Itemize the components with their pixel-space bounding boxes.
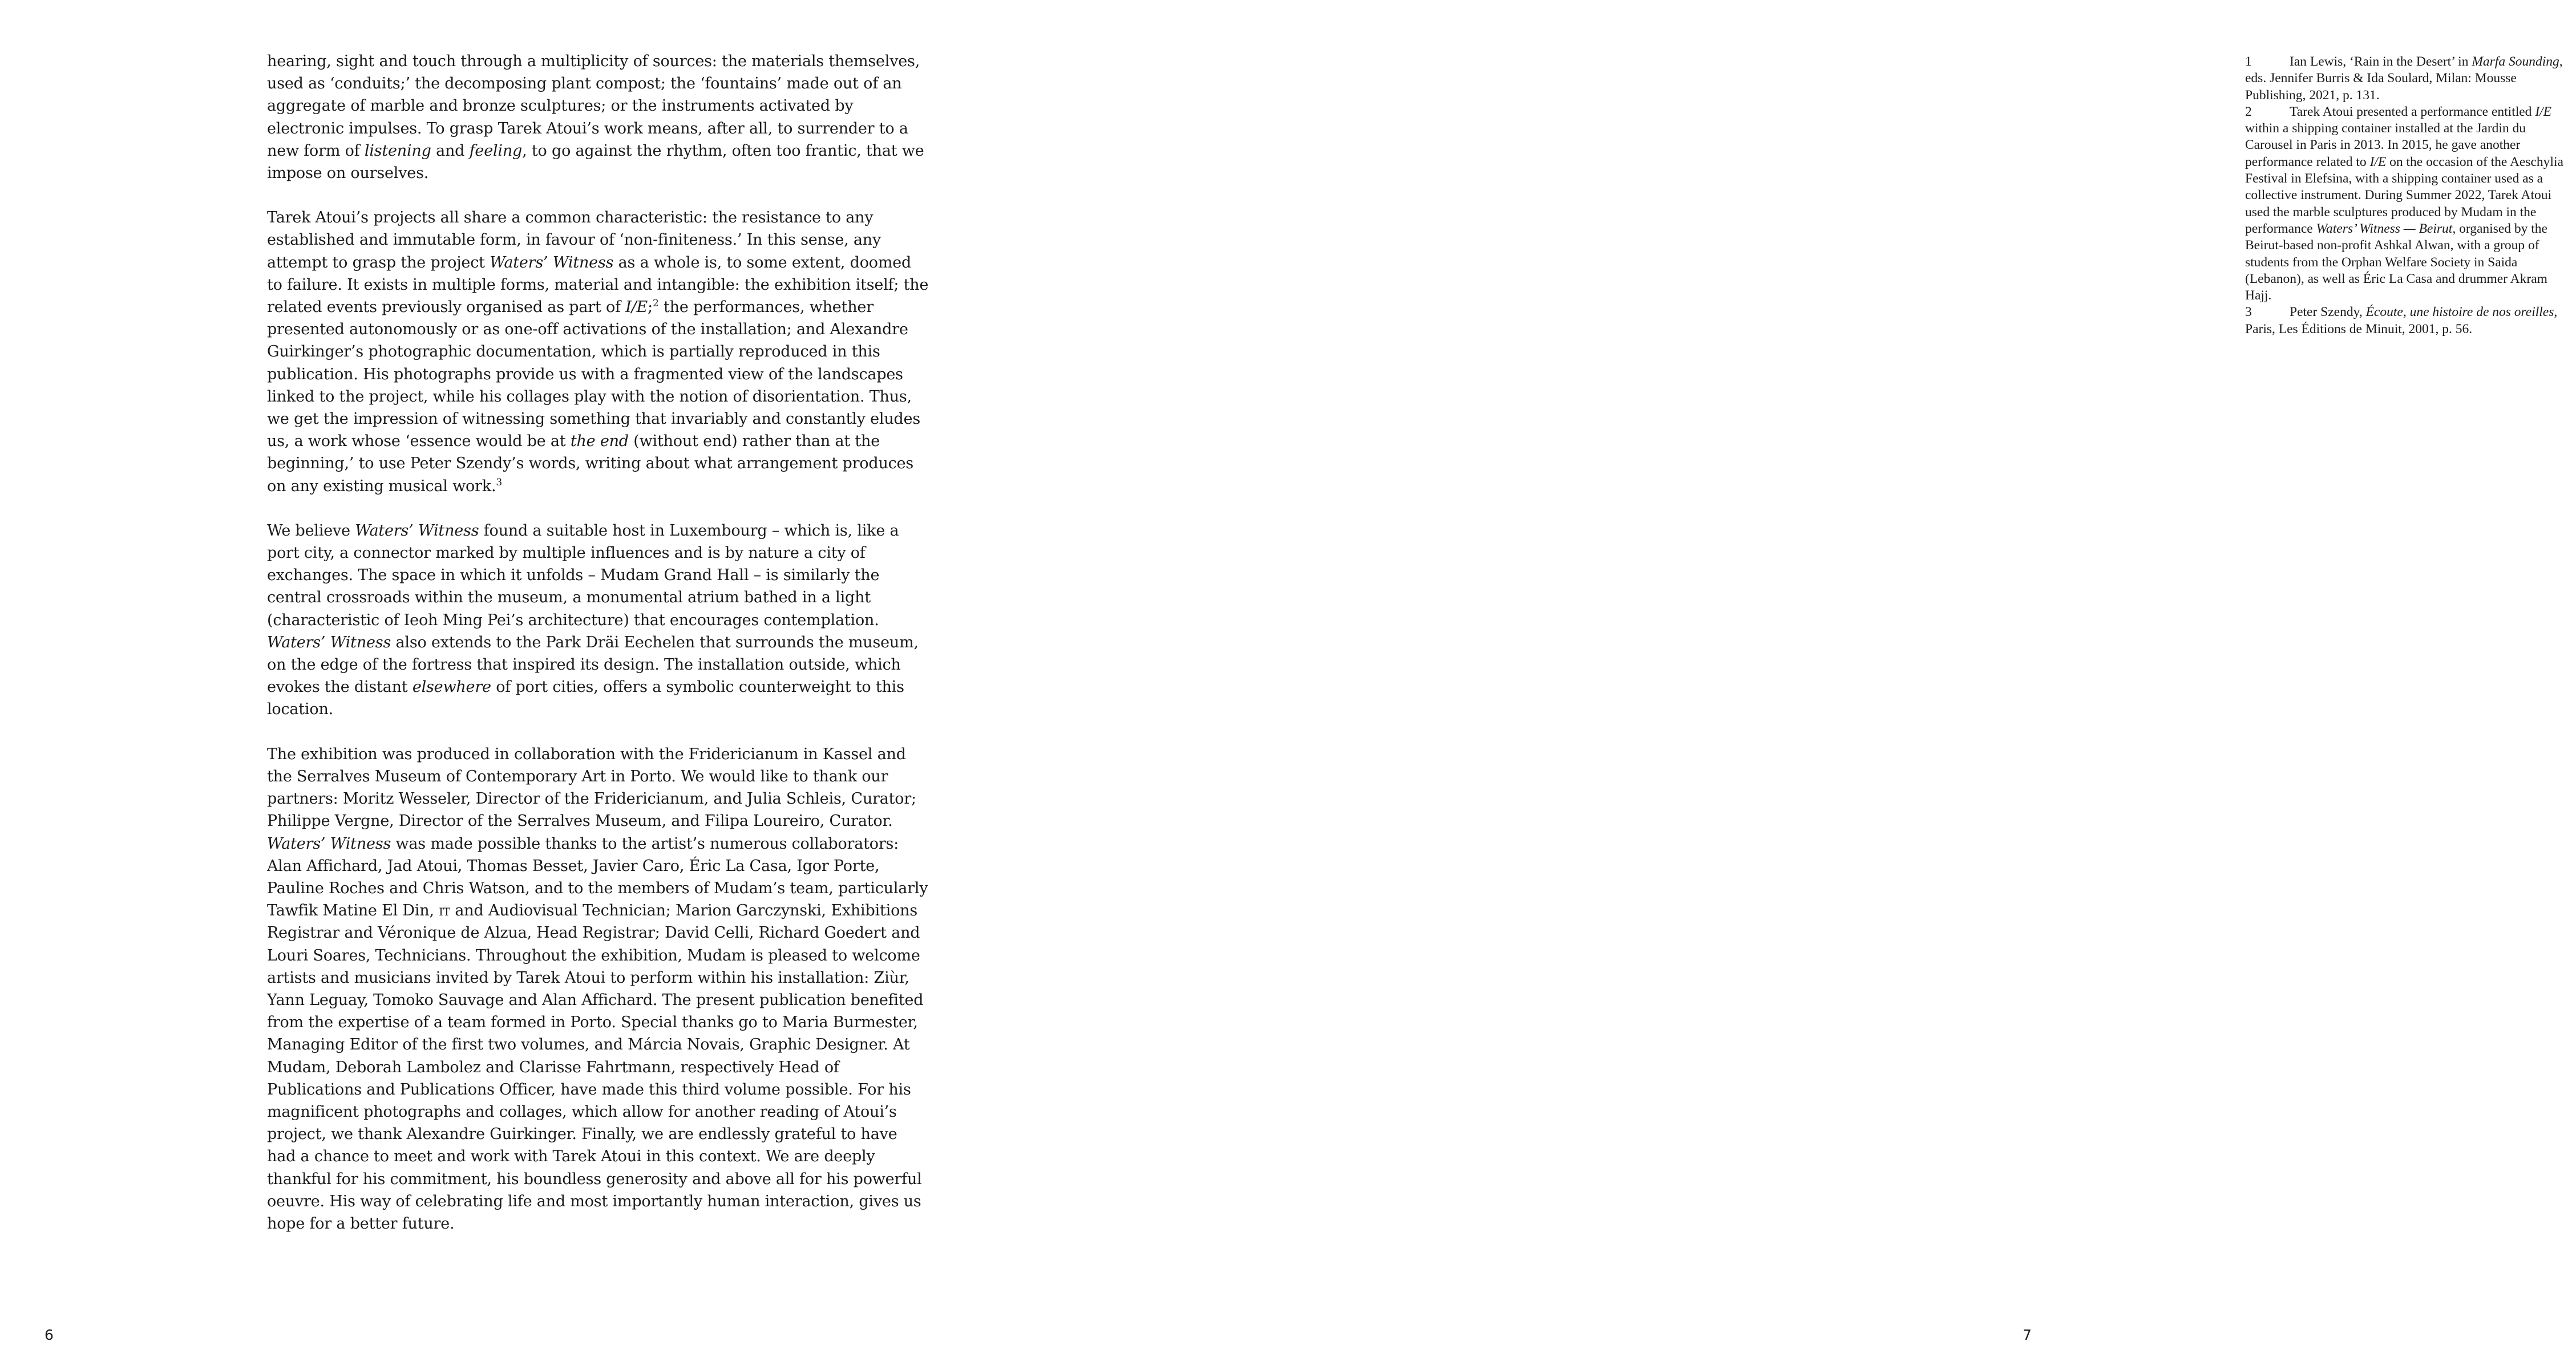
right-page	[973, 0, 2563, 1370]
essay-paragraph-4	[267, 743, 929, 1235]
footnote-number: 1	[2245, 54, 2252, 69]
essay-paragraph-2	[267, 206, 929, 497]
italic-text: elsewhere	[412, 678, 491, 696]
footnote-2	[2245, 104, 2576, 305]
italic-text: Waters’ Witness	[355, 521, 479, 540]
footnote-reference: 2	[652, 298, 659, 310]
italic-text: Marfa Sounding	[2472, 54, 2559, 69]
footnote-1	[2245, 54, 2576, 104]
text-run: Tarek Atoui’s projects all share a common characteristic: the resistance to any established and immutable form, in favour of ‘non-finiteness.’ In this sense, any attempt to grasp the project	[267, 209, 881, 271]
text-run: was made possible thanks to the artist’s numerous collaborators: Alan Affichard, Jad Atoui, Thomas Besset, Javier Caro, Éric La Casa, Igor Porte, Pauline Roches and Chris Watson, and to the members of Mudam’s team, particularly Tawfik Matine El Din,	[267, 834, 928, 920]
text-run: of port cities, offers a symbolic counterweight to this location.	[267, 678, 904, 719]
italic-text: the end	[570, 432, 629, 451]
italic-text: I/E	[625, 298, 648, 317]
essay-paragraph-1	[267, 50, 929, 184]
italic-text: Waters’ Witness	[490, 253, 614, 271]
text-run: as a whole is, to some extent, doomed to failure. It exists in multiple forms, material and intangible: the exhibition itself; the related events previously organised as part of	[267, 253, 929, 317]
text-run: and	[431, 141, 470, 160]
text-run: on the occasion of the Aeschylia Festival in Elefsina, with a shipping container used as a collective instrument. During Summer 2022, Tarek Atoui used the marble sculptures produced by Mudam in the performance	[2245, 154, 2563, 236]
text-run: hearing, sight and touch through a multiplicity of sources: the materials themselves, used as ‘conduits;’ the decomposing plant compost; the ‘fountains’ made out of an aggregate of marble and bronze sculptures; or the instruments activated by electronic impulses. To grasp Tarek Atoui’s work means, after all, to surrender to a new form of	[267, 52, 920, 160]
footnote-3	[2245, 304, 2576, 338]
left-page	[0, 0, 972, 1370]
text-run: and Audiovisual Technician; Marion Garczynski, Exhibitions Registrar and Véronique de Alzua, Head Registrar; David Celli, Richard Goedert and Louri Soares, Technicians. Throughout the exhibition, Mudam is pleased to welcome artists and musicians invited by Tarek Atoui to perform within his installation: Ziùr, Yann Leguay, Tomoko Sauvage and Alan Affichard. The present publication benefited from the expertise of a team formed in Porto. Special thanks go to Maria Burmester, Managing Editor of the first two volumes, and Márcia Novais, Graphic Designer. At Mudam, Deborah Lambolez and Clarisse Fahrtmann, respectively Head of Publications and Publications Officer, have made this third volume possible. For his magnificent photographs and collages, which allow for another reading of Atoui’s project, we thank Alexandre Guirkinger. Finally, we are endlessly grateful to have had a chance to meet and work with Tarek Atoui in this context. We are deeply thankful for his commitment, his boundless generosity and above all for his powerful oeuvre. His way of celebrating life and most importantly human interaction, gives us hope for a better future.	[267, 902, 924, 1233]
essay-body	[267, 50, 929, 1235]
text-run: Tarek Atoui presented a performance entitled	[2290, 104, 2535, 119]
page-number-right: 7	[2023, 1327, 2032, 1343]
text-run: ;	[648, 298, 653, 317]
text-run: , to go against the rhythm, often too frantic, that we impose on ourselves.	[267, 141, 924, 183]
italic-text: Waters’ Witness — Beirut	[2316, 221, 2453, 236]
text-run: , Paris, Les Éditions de Minuit, 2001, p. 56.	[2245, 305, 2558, 337]
text-run: Ian Lewis, ‘Rain in the Desert’ in	[2290, 54, 2472, 69]
footnote-reference: 3	[496, 476, 502, 488]
essay-paragraph-3	[267, 520, 929, 721]
footnote-number: 3	[2245, 305, 2252, 320]
text-run: also extends to the Park Dräi Eechelen that surrounds the museum, on the edge of the fortress that inspired its design. The installation outside, which evokes the distant	[267, 633, 919, 696]
text-run: , organised by the Beirut-based non-profit Ashkal Alwan, with a group of students from the Orphan Welfare Society in Saida (Lebanon), as well as Éric La Casa and drummer Akram Hajj.	[2245, 221, 2547, 303]
page-number-left: 6	[45, 1327, 54, 1343]
footnotes	[2245, 54, 2576, 338]
italic-text: listening	[364, 141, 431, 160]
italic-text: Waters’ Witness	[267, 834, 391, 853]
text-run: Peter Szendy,	[2290, 305, 2366, 320]
italic-text: I/E	[2535, 104, 2552, 119]
text-run: within a shipping container installed at the Jardin du Carousel in Paris in 2013. In 2015, he gave another performance related to	[2245, 121, 2526, 169]
text-run: The exhibition was produced in collaboration with the Fridericianum in Kassel and the Serralves Museum of Contemporary Art in Porto. We would like to thank our partners: Moritz Wesseler, Director of the Fridericianum, and Julia Schleis, Curator; Philippe Vergne, Director of the Serralves Museum, and Filipa Loureiro, Curator.	[267, 745, 916, 830]
italic-text: I/E	[2369, 154, 2387, 169]
italic-text: feeling	[469, 141, 523, 160]
small-caps-text: it	[439, 902, 451, 920]
text-run: , eds. Jennifer Burris & Ida Soulard, Milan: Mousse Publishing, 2021, p. 131.	[2245, 54, 2563, 103]
text-run: the performances, whether presented autonomously or as one-off activations of the installation; and Alexandre Guirkinger’s photographic documentation, which is partially reproduced in this publication. His photographs provide us with a fragmented view of the landscapes linked to the project, while his collages play with the notion of disorientation. Thus, we get the impression of witnessing something that invariably and constantly eludes us, a work whose ‘essence would be at	[267, 298, 921, 451]
italic-text: Waters’ Witness	[267, 633, 391, 651]
text-run: We believe	[267, 521, 355, 540]
italic-text: Écoute, une histoire de nos oreilles	[2365, 305, 2554, 320]
footnote-number: 2	[2245, 104, 2252, 119]
text-run: (without end) rather than at the beginning,’ to use Peter Szendy’s words, writing about what arrangement produces on any existing musical work.	[267, 432, 914, 495]
text-run: found a suitable host in Luxembourg – which is, like a port city, a connector marked by multiple influences and is by nature a city of exchanges. The space in which it unfolds – Mudam Grand Hall – is similarly the central crossroads within the museum, a monumental atrium bathed in a light (characteristic of Ieoh Ming Pei’s architecture) that encourages contemplation.	[267, 521, 899, 629]
